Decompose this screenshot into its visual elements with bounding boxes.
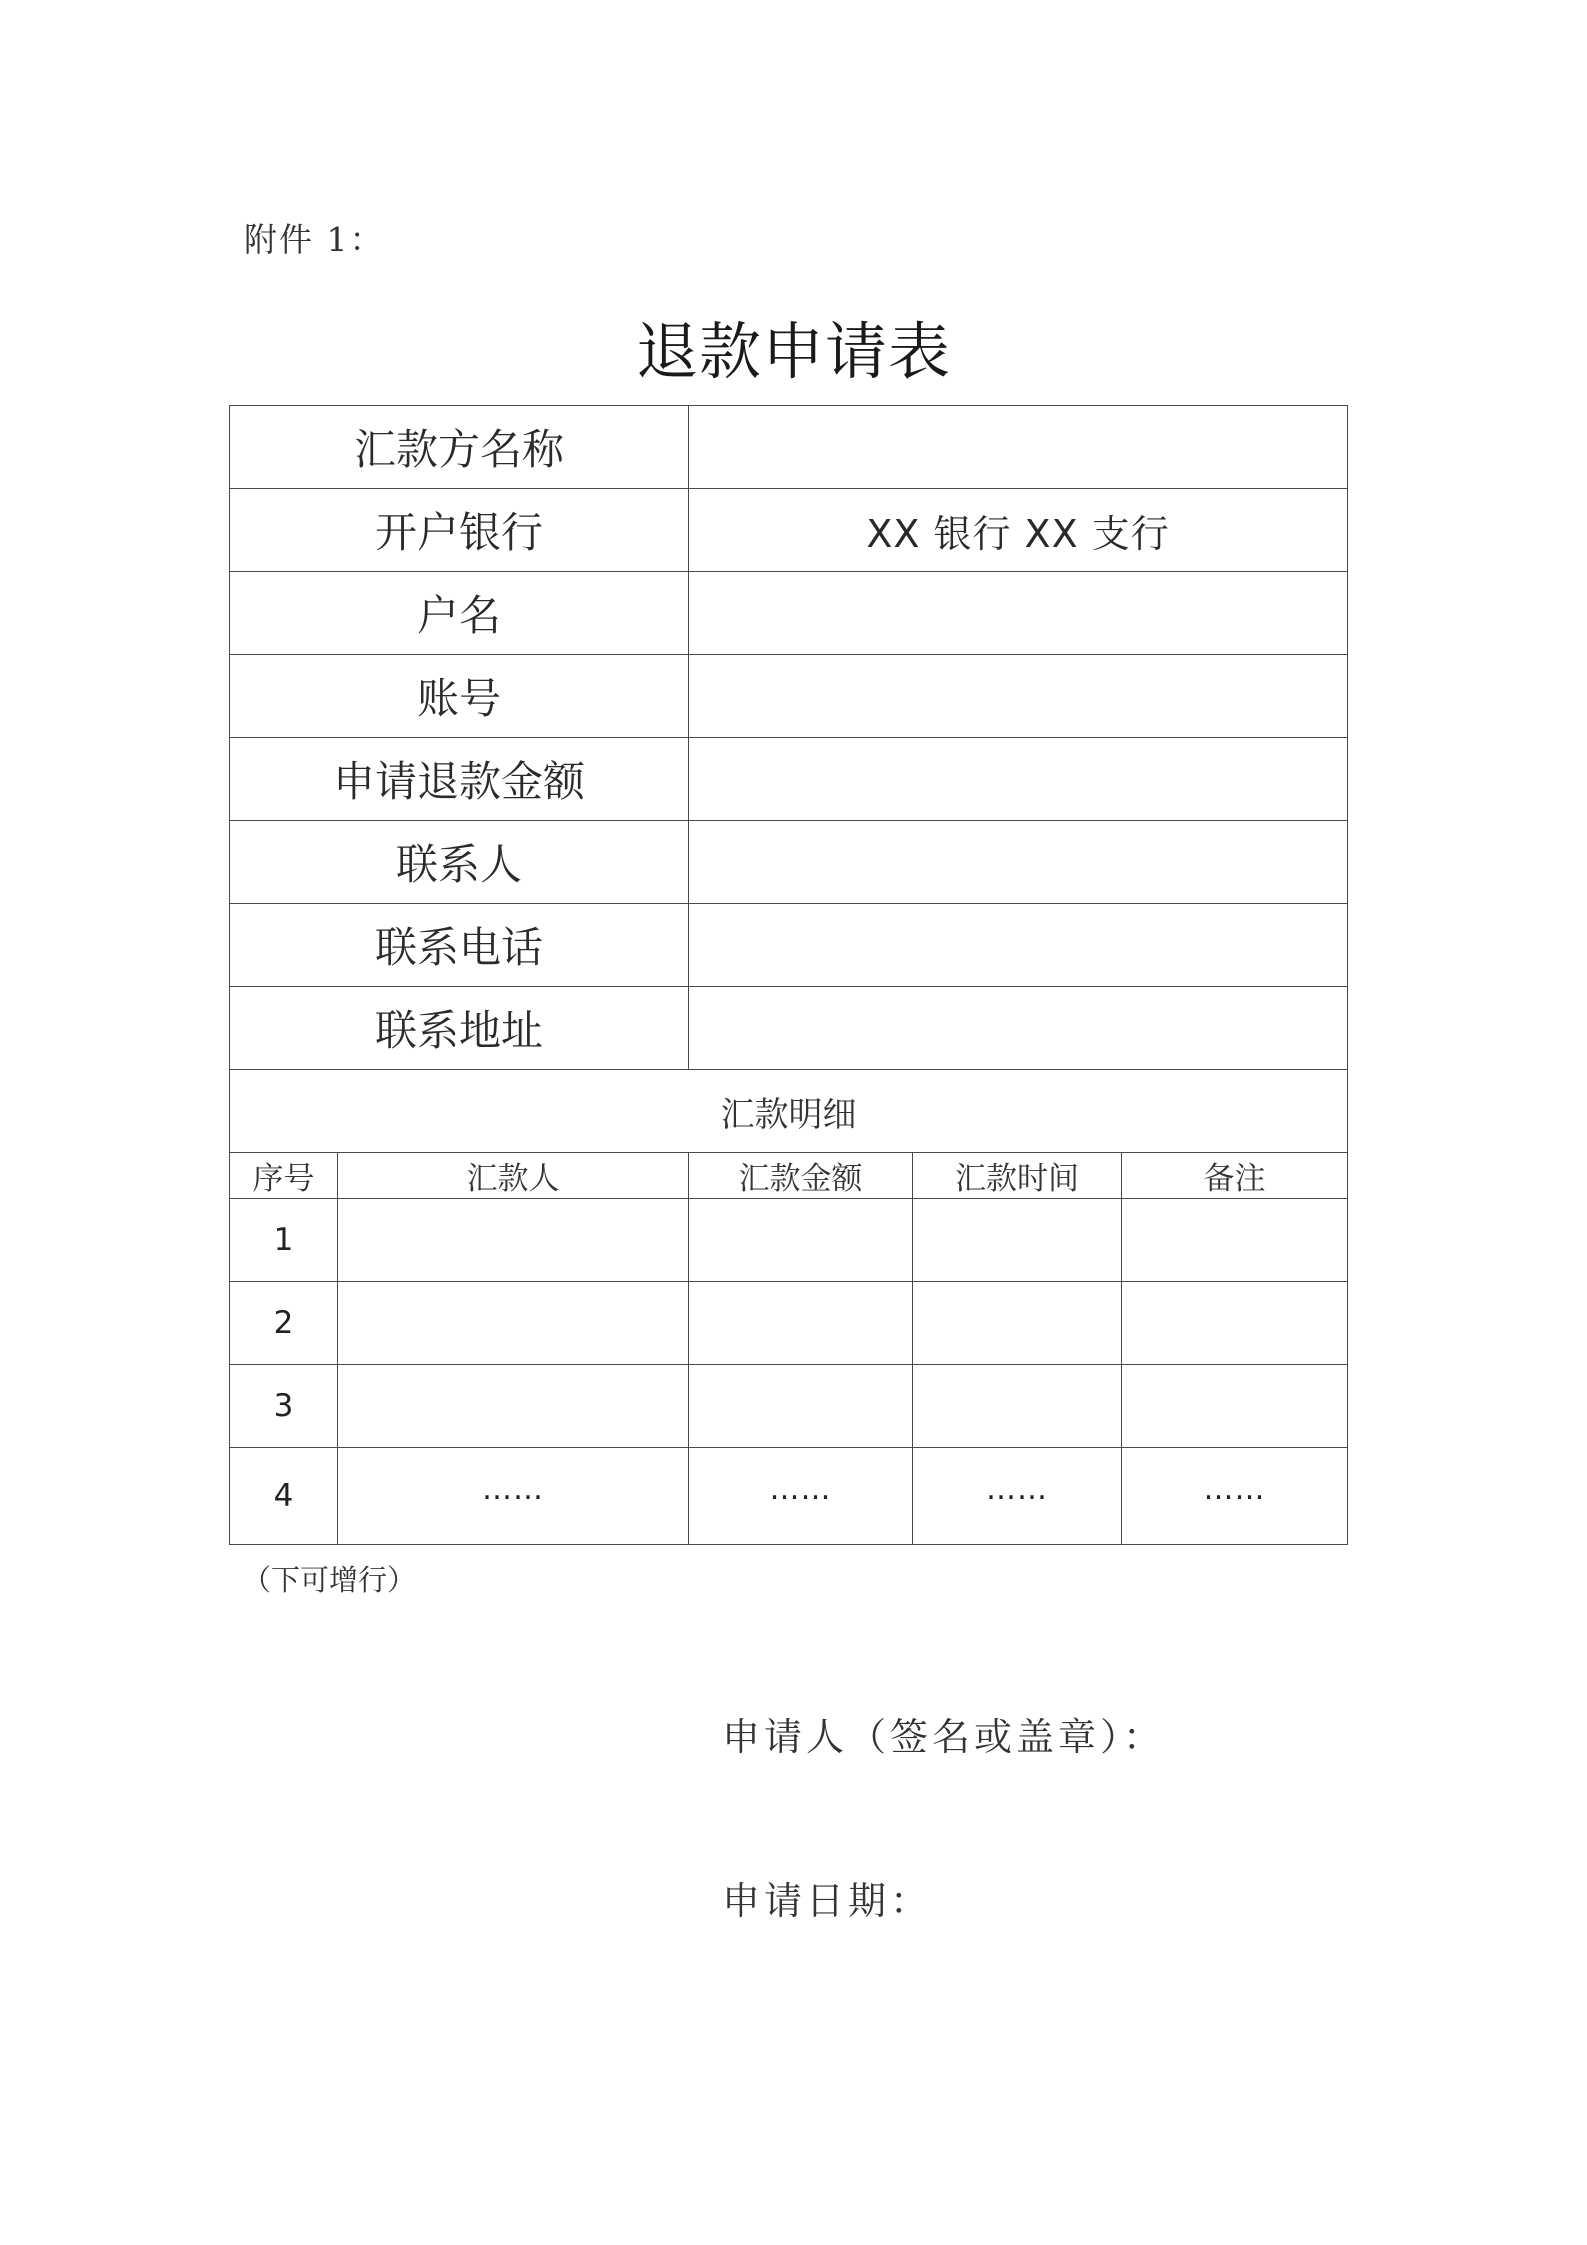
field-row-contact-person [230, 821, 1348, 904]
field-label: 申请退款金额 [230, 738, 689, 821]
field-row-refund-amount [230, 738, 1348, 821]
field-label: 联系地址 [230, 987, 689, 1070]
header-time: 汇款时间 [913, 1153, 1122, 1199]
field-row-account-number [230, 655, 1348, 738]
table-row [230, 1448, 1348, 1545]
cell-time[interactable] [913, 1365, 1122, 1448]
field-value-remitter-name[interactable] [689, 406, 1348, 489]
field-label: 账号 [230, 655, 689, 738]
table-row [230, 1365, 1348, 1448]
cell-remark[interactable] [1122, 1365, 1348, 1448]
field-label: 开户银行 [230, 489, 689, 572]
cell-time[interactable] [913, 1199, 1122, 1282]
cell-time[interactable] [913, 1282, 1122, 1365]
attachment-label: 附件 1： [244, 220, 385, 259]
header-remark: 备注 [1122, 1153, 1348, 1199]
field-value-bank[interactable]: XX 银行 XX 支行 [689, 489, 1348, 572]
field-label: 汇款方名称 [230, 406, 689, 489]
cell-remitter[interactable] [338, 1199, 689, 1282]
cell-amount[interactable] [689, 1199, 913, 1282]
cell-amount[interactable] [689, 1365, 913, 1448]
rows-note: （下可增行） [242, 1563, 417, 1597]
cell-amount[interactable]: …… [689, 1448, 913, 1545]
field-value-account-number[interactable] [689, 655, 1348, 738]
form-title: 退款申请表 [635, 315, 951, 388]
table-row [230, 1282, 1348, 1365]
field-value-refund-amount[interactable] [689, 738, 1348, 821]
application-date-label: 申请日期： [722, 1879, 933, 1923]
cell-remark[interactable]: …… [1122, 1448, 1348, 1545]
field-row-bank [230, 489, 1348, 572]
details-section-row [230, 1070, 1348, 1153]
field-value-account-name[interactable] [689, 572, 1348, 655]
cell-remitter[interactable] [338, 1365, 689, 1448]
field-row-remitter-name [230, 406, 1348, 489]
cell-amount[interactable] [689, 1282, 913, 1365]
field-value-contact-phone[interactable] [689, 904, 1348, 987]
field-value-contact-person[interactable] [689, 821, 1348, 904]
field-label: 联系人 [230, 821, 689, 904]
field-row-contact-address [230, 987, 1348, 1070]
row-index: 2 [230, 1282, 338, 1365]
field-value-contact-address[interactable] [689, 987, 1348, 1070]
cell-remitter[interactable]: …… [338, 1448, 689, 1545]
applicant-signature-label: 申请人（签名或盖章）： [722, 1715, 1166, 1759]
field-label: 联系电话 [230, 904, 689, 987]
header-amount: 汇款金额 [689, 1153, 913, 1199]
cell-remark[interactable] [1122, 1199, 1348, 1282]
details-section-title: 汇款明细 [230, 1070, 1348, 1153]
row-index: 3 [230, 1365, 338, 1448]
field-row-contact-phone [230, 904, 1348, 987]
field-label: 户名 [230, 572, 689, 655]
details-header-row [230, 1153, 1348, 1199]
row-index: 4 [230, 1448, 338, 1545]
header-index: 序号 [230, 1153, 338, 1199]
cell-time[interactable]: …… [913, 1448, 1122, 1545]
table-row [230, 1199, 1348, 1282]
cell-remark[interactable] [1122, 1282, 1348, 1365]
row-index: 1 [230, 1199, 338, 1282]
header-remitter: 汇款人 [338, 1153, 689, 1199]
refund-form-table [229, 405, 1348, 1545]
field-row-account-name [230, 572, 1348, 655]
cell-remitter[interactable] [338, 1282, 689, 1365]
